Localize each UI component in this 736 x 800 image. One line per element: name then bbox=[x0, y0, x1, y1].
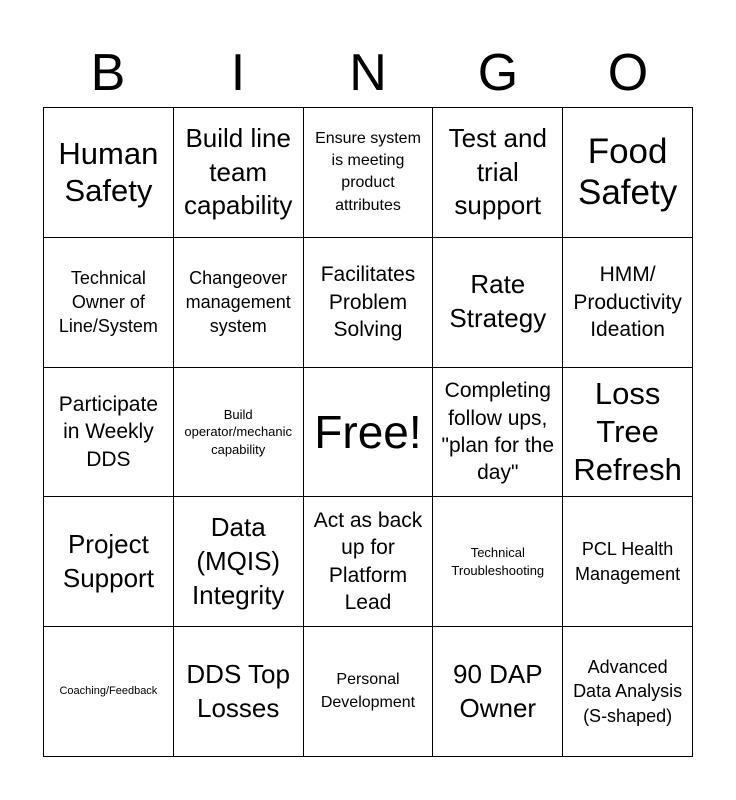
bingo-cell-r4c5[interactable] bbox=[563, 497, 693, 627]
bingo-cell-r2c4[interactable] bbox=[433, 238, 563, 368]
bingo-cell-r1c4[interactable] bbox=[433, 108, 563, 238]
cell-text: Advanced Data Analysis (S-shaped) bbox=[573, 657, 683, 726]
cell-text: Rate Strategy bbox=[449, 269, 547, 334]
cell-text: Changeover management system bbox=[185, 267, 291, 337]
header-letter-n: N bbox=[349, 44, 387, 102]
cell-text: Technical Troubleshooting bbox=[451, 545, 545, 578]
cell-text: Act as back up for Platform Lead bbox=[313, 509, 423, 615]
cell-text: Food Safety bbox=[577, 132, 678, 213]
cell-text: Coaching/Feedback bbox=[59, 684, 158, 697]
header-letter-g: G bbox=[477, 44, 519, 102]
bingo-cell-r5c2[interactable] bbox=[174, 627, 304, 757]
bingo-cell-r1c5[interactable] bbox=[563, 108, 693, 238]
cell-text: Personal Development bbox=[320, 671, 416, 711]
bingo-cell-r3c4[interactable] bbox=[433, 368, 563, 498]
cell-text: Build operator/mechanic capability bbox=[184, 406, 293, 457]
cell-text: Completing follow ups, "plan for the day" bbox=[441, 379, 555, 485]
bingo-cell-r5c5[interactable] bbox=[563, 627, 693, 757]
cell-text: Human Safety bbox=[58, 135, 159, 209]
bingo-cell-r2c5[interactable] bbox=[563, 238, 693, 368]
cell-text: Project Support bbox=[62, 528, 154, 593]
cell-text: Technical Owner of Line/System bbox=[58, 267, 158, 337]
bingo-cell-r5c3[interactable] bbox=[304, 627, 434, 757]
bingo-cell-r5c4[interactable] bbox=[433, 627, 563, 757]
cell-text: Facilitates Problem Solving bbox=[320, 263, 416, 341]
bingo-cell-r3c2[interactable] bbox=[174, 368, 304, 498]
cell-text: Data (MQIS) Integrity bbox=[191, 512, 285, 610]
cell-text: 90 DAP Owner bbox=[452, 658, 543, 723]
bingo-cell-r3c3[interactable] bbox=[304, 368, 434, 498]
bingo-grid bbox=[43, 107, 693, 757]
bingo-cell-r3c5[interactable] bbox=[563, 368, 693, 498]
free-space: Free! bbox=[314, 405, 422, 458]
cell-text: DDS Top Losses bbox=[186, 658, 290, 723]
bingo-cell-r4c4[interactable] bbox=[433, 497, 563, 627]
cell-text: Loss Tree Refresh bbox=[573, 376, 682, 487]
header-letter-i: I bbox=[230, 44, 246, 102]
bingo-cell-r3c1[interactable] bbox=[44, 368, 174, 498]
bingo-cell-r4c1[interactable] bbox=[44, 497, 174, 627]
bingo-cell-r2c3[interactable] bbox=[304, 238, 434, 368]
header-letter-o: O bbox=[607, 44, 649, 102]
cell-text: HMM/ Productivity Ideation bbox=[573, 263, 682, 341]
bingo-cell-r4c3[interactable] bbox=[304, 497, 434, 627]
cell-text: PCL Health Management bbox=[575, 539, 681, 584]
bingo-header bbox=[43, 40, 693, 106]
cell-text: Ensure system is meeting product attributes bbox=[315, 129, 421, 214]
bingo-cell-r1c3[interactable] bbox=[304, 108, 434, 238]
bingo-cell-r2c2[interactable] bbox=[174, 238, 304, 368]
bingo-cell-r5c1[interactable] bbox=[44, 627, 174, 757]
header-letter-b: B bbox=[90, 44, 126, 102]
bingo-cell-r1c2[interactable] bbox=[174, 108, 304, 238]
bingo-cell-r4c2[interactable] bbox=[174, 497, 304, 627]
cell-text: Test and trial support bbox=[448, 122, 547, 221]
bingo-cell-r2c1[interactable] bbox=[44, 238, 174, 368]
cell-text: Participate in Weekly DDS bbox=[58, 393, 158, 471]
cell-text: Build line team capability bbox=[183, 122, 293, 221]
bingo-cell-r1c1[interactable] bbox=[44, 108, 174, 238]
